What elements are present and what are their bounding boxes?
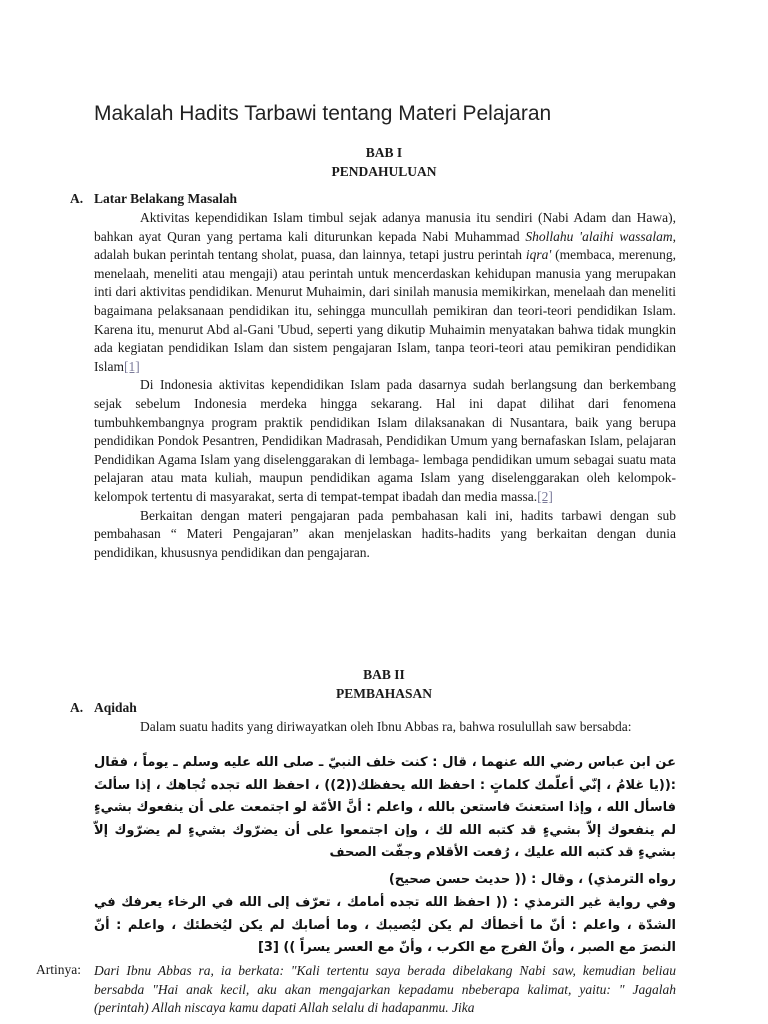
paragraph-1-text-a: Aktivitas kependidikan Islam timbul sejak adanya manusia itu sendiri (Nabi Adam dan Hawa), bahkan ayat Quran yang pertama kali diturunkan kepada Nabi Muhammad bbox=[94, 210, 676, 244]
paragraph-1 bbox=[94, 209, 676, 376]
paragraph-hadith-intro: Dalam suatu hadits yang diriwayatkan oleh Ibnu Abbas ra, bahwa rosulullah saw bersabda: bbox=[140, 719, 632, 734]
hadith-translation: Dari Ibnu Abbas ra, ia berkata: "Kali tertentu saya berada dibelakang Nabi saw, kemudian beliau bersabda "Hai anak kecil, aku akan mengajarkan kepadamu nbeberapa kalimat, yaitu: " Jagalah (perintah) Allah niscaya kamu dapati Allah selalu di hadapanmu. Jika bbox=[94, 963, 676, 1016]
bab2-name: PEMBAHASAN bbox=[335, 686, 432, 701]
section-latar-belakang bbox=[70, 191, 237, 207]
footnote-link-1[interactable]: [1] bbox=[124, 358, 140, 374]
document-title: Makalah Hadits Tarbawi tentang Materi Pelajaran bbox=[94, 102, 552, 125]
bab1-number: BAB I bbox=[365, 145, 403, 160]
paragraph-3: Berkaitan dengan materi pengajaran pada pembahasan kali ini, hadits tarbawi dengan sub pembahasan “ Materi Pengajaran” akan menjelaskan hadits-hadits yang berkaitan dengan dunia pendidikan, khususnya pendidikan dan pengajaran. bbox=[94, 507, 676, 560]
artinya-label: Artinya: bbox=[36, 962, 81, 977]
paragraph-2 bbox=[94, 376, 676, 506]
bab1-body bbox=[94, 209, 676, 562]
section-title: Aqidah bbox=[94, 700, 137, 715]
section-aqidah bbox=[70, 700, 137, 716]
arabic-hadith-text: عن ابن عباس رضي الله عنهما ، قال : كنت خلف النبيّ ـ صلى الله عليه وسلم ـ يوماً ، فقال :((يا غلامُ ، إنّي أعلّمك كلماتٍ : احفظ الله يحفظك((2)) ، احفظ الله تجده تُجاهك ، إذا سألتَ فاسأل الله ، وإذا استعنتَ فاستعن بالله ، واعلم : أنَّ الأمّة لو اجتمعت على أن ينفعوك بشيءٍ لم ينفعوك إلاّ بشيءٍ قد كتبه الله لك ، وإن اجتمعوا على أن يضرّوك بشيءٍ لم يضرّوك إلاّ بشيءٍ قد كتبه الله عليك ، رُفعت الأقلام وجفّت الصحف bbox=[94, 755, 676, 860]
bab2-number: BAB II bbox=[363, 667, 405, 682]
paragraph-2-text: Di Indonesia aktivitas kependidikan Islam pada dasarnya sudah berlangsung dan berkembang sejak sebelum Indonesia merdeka hingga sekarang. Hal ini dapat dilihat dari fenomena tumbuhkembangnya program praktik pendidikan Islam dilaksanakan di Nusantara, baik yang berupa pendidikan Pondok Pesantren, Pendidikan Madrasah, Pendidikan Umum yang bernafaskan Islam, pelajaran Pendidikan Agama Islam yang diselenggarakan di lembaga- lembaga pendidikan umum sebagai suatu mata pelajaran atau mata kuliah, maupun pendidikan agama Islam yang diselenggarakan oleh kelompok-kelompok tertentu di masyarakat, serta di tempat-tempat ibadah dan media massa. bbox=[94, 377, 676, 504]
bab2-heading bbox=[0, 665, 768, 703]
arabic-other-narration: وفي رواية غير الترمذي : (( احفظ الله تجده أمامك ، تعرّف إلى الله في الرخاء يعرفك في الشدّة ، واعلم : أنّ ما أخطأك لم يكن ليُصيبك ، وما أصابك لم يكن ليُخطئك ، واعلم : أنّ النصرَ مع الصبر ، وأنّ الفرج مع الكرب ، وأنّ مع العسر يسراً )) [3] bbox=[94, 895, 676, 955]
section-letter: A. bbox=[70, 700, 84, 715]
arabic-narration-note: رواه الترمذي) ، وقال : (( حديث حسن صحيح) bbox=[388, 872, 676, 887]
bab2-intro bbox=[94, 718, 676, 737]
paragraph-1-text-b: , adalah bukan perintah tentang sholat, puasa, dan lainnya, tetapi justru perintah bbox=[94, 228, 677, 263]
footnote-link-2[interactable]: [2] bbox=[537, 488, 553, 504]
paragraph-1-italic-iqra: iqra' bbox=[525, 247, 552, 263]
paragraph-1-italic-salawat: Shollahu 'alaihi wassalam bbox=[525, 228, 673, 244]
paragraph-1-text-c: (membaca, merenung, menelaah, meneliti atau mengaji) atau perintah untuk mencerdaskan kehidupan manusia yang merupakan inti dari aktivitas pendidikan. Menurut Muhaimin, dari sinilah manusia memikirkan, menelaah dan meneliti bagaimana pelaksanaan pendidikan itu, sehingga muncullah pemikiran dan teori-teori pendidikan Islam. Karena itu, menurut Abd al-Gani 'Ubud, seperti yang dikutip Muhaimin menyatakan bahwa tidak mungkin ada kegiatan pendidikan Islam dan sistem pengajaran Islam, tanpa teori-teori atau pemikiran pendidikan Islam bbox=[94, 247, 676, 374]
bab1-name: PENDAHULUAN bbox=[331, 164, 437, 179]
bab1-heading bbox=[0, 143, 768, 181]
section-letter: A. bbox=[70, 191, 84, 206]
section-title: Latar Belakang Masalah bbox=[94, 191, 238, 206]
